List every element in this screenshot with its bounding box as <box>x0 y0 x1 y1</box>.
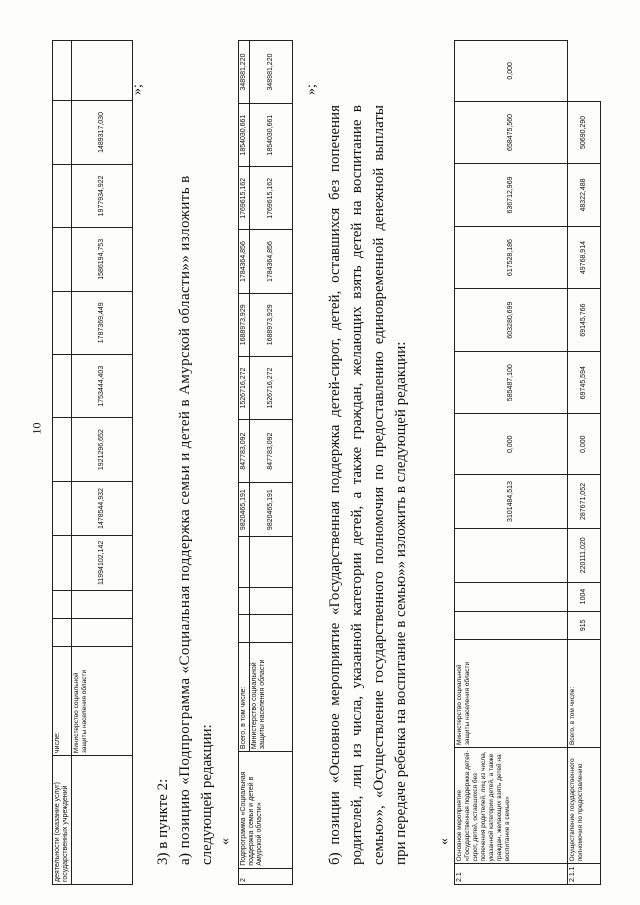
table-cell: 3101484,513 <box>455 474 568 528</box>
table-cell: 2.1 <box>455 864 568 885</box>
table-cell: 9820465,191 <box>250 483 293 537</box>
table-cell: 1854030,661 <box>239 104 250 167</box>
table-cell: 9820465,191 <box>239 483 250 537</box>
table-cell: 1769615,162 <box>250 167 293 230</box>
table-cell: 658475,560 <box>455 101 568 164</box>
table-cell: 0,000 <box>568 414 601 475</box>
table-cell: 1921296,652 <box>72 418 133 481</box>
point3-line-a2: следующей редакции: <box>199 724 215 865</box>
closing-quote-mid: »; <box>304 84 319 95</box>
table-cell: 69145,766 <box>568 289 601 352</box>
point3-heading: 3) в пункте 2: <box>155 778 171 865</box>
table-top <box>52 40 133 885</box>
table-cell: 11994102,142 <box>72 536 133 591</box>
table-cell: 69745,594 <box>568 351 601 414</box>
table-cell: 1977934,922 <box>72 164 133 227</box>
table-cell: 1784364,856 <box>239 230 250 293</box>
point-b-text: б) позиции «Основное мероприятие «Государственная поддержка детей-сирот, детей, оставшихся без попечения родителей, лиц из числа, указанной категории детей, а также граждан, желающих взять детей на воспитание в семью»», «Осуществление государственного полномочия по предоставлению единовременной денежной выплаты при передаче ребенка на воспитание в семью»» изложить в следующей редакции: <box>327 105 409 865</box>
open-quote-b: « <box>437 838 452 845</box>
table-cell: 603280,699 <box>455 289 568 352</box>
point3-line-a: а) позицию «Подпрограмма «Социальная поддержка семьи и детей в Амурской области»» изложить в <box>177 175 193 865</box>
table-cell: 50690,290 <box>568 101 601 164</box>
table-cell: 48322,488 <box>568 164 601 227</box>
table-bottom <box>454 40 601 885</box>
table-cell: Министерство социальной защиты населения области <box>72 646 133 756</box>
rotated-content <box>52 40 637 885</box>
table-mid <box>238 40 293 885</box>
closing-quote: »; <box>130 84 145 95</box>
table-cell: Осуществление государственного полномочия по предоставлению <box>568 748 601 864</box>
table-cell: 1769615,162 <box>239 167 250 230</box>
table-cell: 0,000 <box>455 41 568 102</box>
table-row <box>72 41 133 885</box>
table-cell: 617528,186 <box>455 226 568 289</box>
table-cell: 1478544,932 <box>72 481 133 535</box>
table-cell: 1688973,929 <box>250 293 293 356</box>
table-cell: Министерство социальной защиты населения области <box>455 640 568 748</box>
table-cell: 287671,052 <box>568 474 601 528</box>
table-cell: 1854030,661 <box>250 104 293 167</box>
table-cell: 348981,220 <box>239 41 250 104</box>
table-cell: 847783,092 <box>239 420 250 483</box>
table-cell: 1004 <box>568 582 601 611</box>
table-cell: 2 <box>239 868 293 884</box>
table-cell: 2.1.1 <box>568 864 601 885</box>
table-cell: Всего, в том числе: <box>568 640 601 748</box>
table-cell: числе: <box>53 646 72 756</box>
table-row <box>568 41 601 885</box>
table-cell: Основное мероприятие «Государственная поддержка детей-сирот, детей, оставшихся без попечения родителей, лиц из числа, указанной категории детей, а также граждан, желающих взять детей на воспитание в семью» <box>455 748 568 864</box>
open-quote: « <box>218 838 233 845</box>
table-cell: Министерство социальной защиты населения области <box>250 643 293 752</box>
page-number: 10 <box>29 422 44 435</box>
table-cell: 585487,100 <box>455 351 568 414</box>
table-cell: деятельности (оказание услуг) государственных учреждений <box>53 756 72 885</box>
table-cell: 1489317,030 <box>72 101 133 164</box>
table-cell: Всего, в том числе: <box>239 643 250 752</box>
table-cell: 1784364,856 <box>250 230 293 293</box>
table-cell: 49768,914 <box>568 226 601 289</box>
table-cell: 1586194,753 <box>72 228 133 291</box>
table-cell: Подпрограмма «Социальная поддержка семьи и детей в Амурской области» <box>239 752 293 869</box>
table-cell: 1787369,449 <box>72 291 133 354</box>
table-row <box>239 41 250 885</box>
table-cell: 0,000 <box>455 414 568 475</box>
table-cell: 1526716,272 <box>239 356 250 419</box>
table-cell: 1526716,272 <box>250 356 293 419</box>
table-cell: 1688973,929 <box>239 293 250 356</box>
table-cell: 220111,020 <box>568 529 601 583</box>
table-cell: 915 <box>568 611 601 640</box>
table-row <box>455 41 568 885</box>
table-row <box>53 41 72 885</box>
table-cell: 636712,969 <box>455 164 568 227</box>
table-cell: 348981,220 <box>250 41 293 104</box>
table-cell: 1753444,403 <box>72 354 133 417</box>
table-cell: 847783,092 <box>250 420 293 483</box>
